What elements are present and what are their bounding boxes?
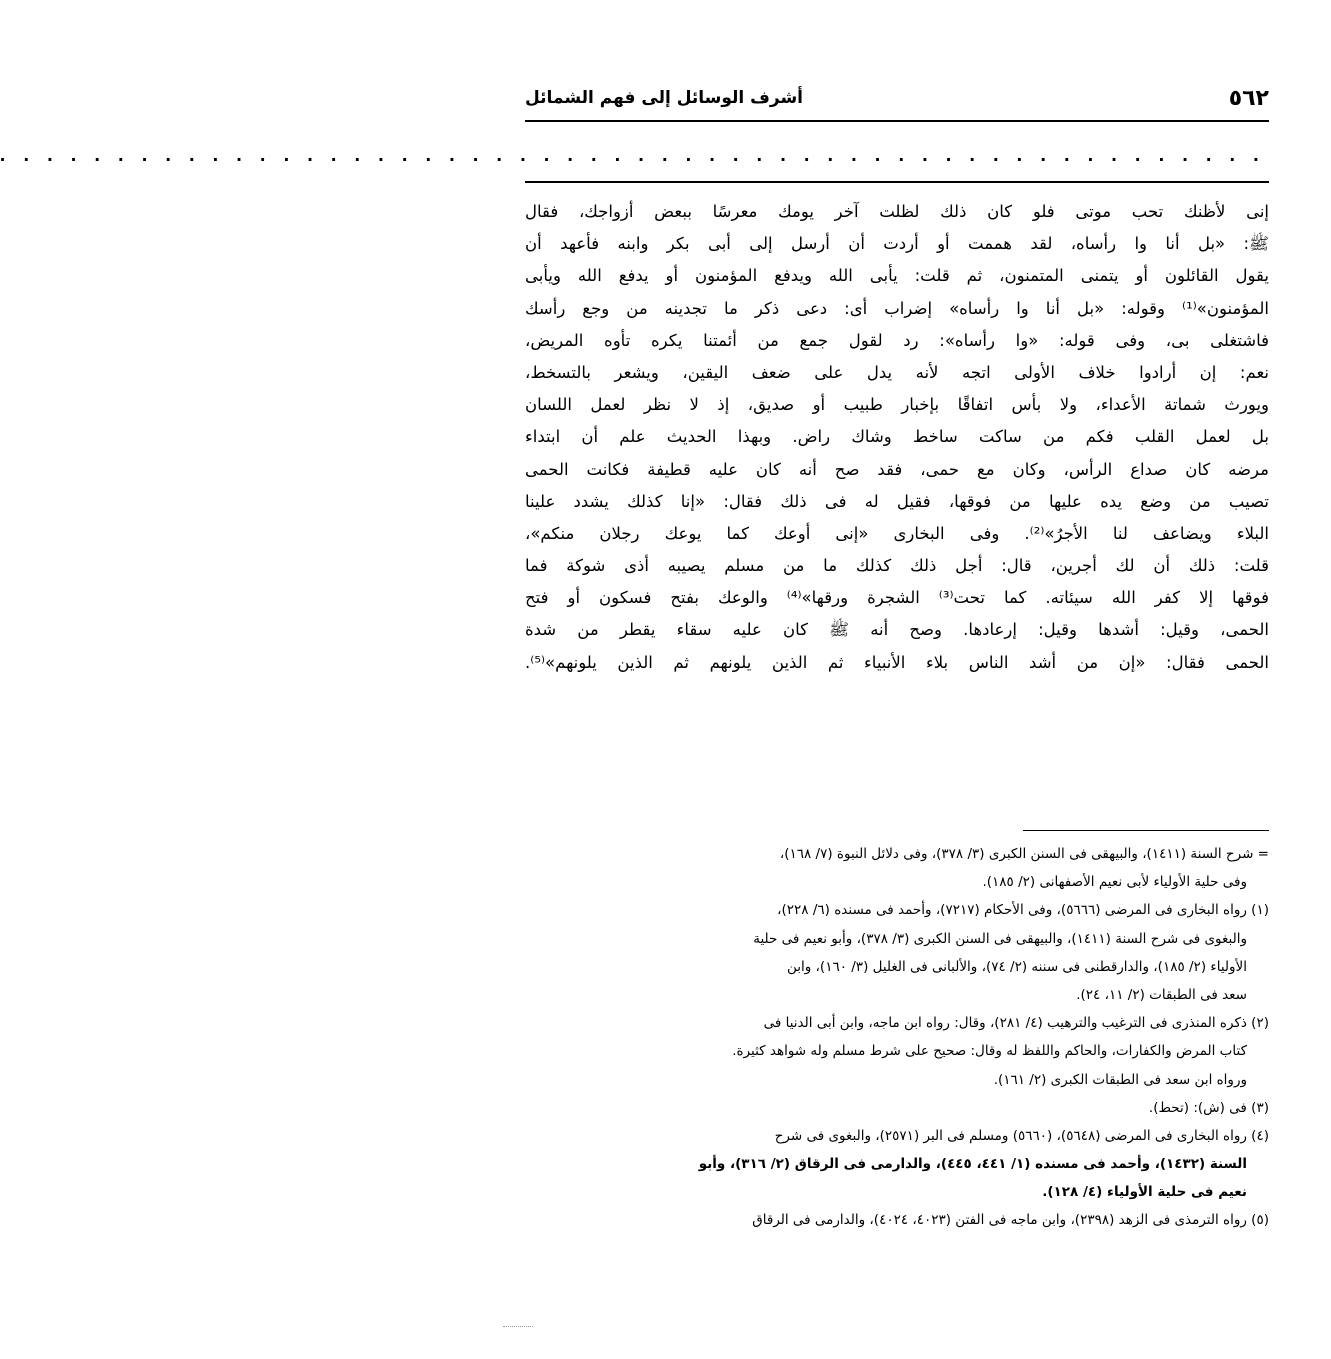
footnote-5 [525,1206,1269,1234]
ornament-rule [525,181,1269,183]
footnote-line: السنة (١٤٣٢)، وأحمد فى مسنده (١/ ٤٤١، ٤٤٥)، والدارمى فى الرقاق (٢/ ٣١٦)، وأبو [698,1156,1247,1173]
footnote-4 [525,1122,1269,1207]
text-line: الحمى فقال: «إن من أشد الناس بلاء الأنبياء ثم الذين يلونهم ثم الذين يلونهم»⁽⁵⁾. [525,652,1269,672]
text-line: يقول القائلون أو يتمنى المتمنون، ثم قلت: يأبى الله ويدفع المؤمنون أو يدفع الله ويأبى [525,266,1269,286]
ornament-dots: . . . . . . . . . . . . . . . . . . . . . . . . . . . . . . . . . . . . . . . . . . . . . . . . . . . . . . [0,146,1265,165]
text-line: ﷺ: «بل أنا وا رأساه، لقد هممت أو أردت أن أرسل إلى أبى بكر وابنه فأعهد أن [525,234,1269,254]
footnote-continued [525,840,1269,896]
footnote-line: وفى حلية الأولياء لأبى نعيم الأصفهانى (٢/ ١٨٥). [982,874,1247,891]
footnote-3 [525,1094,1269,1122]
scan-mark [503,1326,533,1328]
footnote-line: = شرح السنة (١٤١١)، والبيهقى فى السنن الكبرى (٣/ ٣٧٨)، وفى دلائل النبوة (٧/ ١٦٨)، [779,846,1269,862]
text-line: نعم: إن أرادوا خلاف الأولى اتجه لأنه يدل على ضعف اليقين، ويشعر بالتسخط، [525,362,1269,382]
page-number: ٥٦٢ [1228,85,1269,111]
text-line: إنى لأظنك تحب موتى فلو كان ذلك لظلت آخر يومك معرسًا ببعض أزواجك، فقال [525,202,1269,221]
footnote-line: كتاب المرض والكفارات، والحاكم واللفظ له وقال: صحيح على شرط مسلم وله شواهد كثيرة. [732,1043,1247,1060]
footnote-separator [1023,830,1269,831]
footnote-2 [525,1009,1269,1094]
footnote-line: سعد فى الطبقات (٢/ ١١، ٢٤). [1076,986,1247,1003]
footnote-line: (١) رواه البخارى فى المرضى (٥٦٦٦)، وفى الأحكام (٧٢١٧)، وأحمد فى مسنده (٦/ ٢٢٨)، [777,902,1269,919]
footnotes [525,840,1269,1235]
footnote-line: والبغوى فى شرح السنة (١٤١١)، والبيهقى فى السنن الكبرى (٣/ ٣٧٨)، وأبو نعيم فى حلية [753,930,1247,947]
footnote-line: نعيم فى حلية الأولياء (٤/ ١٢٨). [1042,1184,1247,1201]
text-line: ويورث شماتة الأعداء، ولا بأس اتفاقًا بإخبار طبيب أو صديق، إذ لا نظر لعمل اللسان [525,395,1269,415]
text-line: فاشتغلى بى، وفى قوله: «وا رأساه»: رد لقول جمع من أئمتنا يكره تأوه المريض، [525,330,1269,350]
footnote-line: ورواه ابن سعد فى الطبقات الكبرى (٢/ ١٦١). [993,1071,1247,1088]
footnote-line: (٢) ذكره المنذرى فى الترغيب والترهيب (٤/ ٢٨١)، وقال: رواه ابن ماجه، وابن أبى الدنيا فى [763,1015,1269,1032]
text-line: فوقها إلا كفر الله سيئاته. كما تحت⁽³⁾ الشجرة ورقها»⁽⁴⁾ والوعك بفتح فسكون أو فتح [525,588,1269,608]
text-line: قلت: ذلك أن لك أجرين، قال: أجل ذلك كذلك ما من مسلم يصيبه أذى شوكة فما [525,556,1269,576]
footnote-1 [525,896,1269,1009]
text-line: الحمى، وقيل: أشدها وقيل: إرعادها. وصح أنه ﷺ كان عليه سقاء يقطر من شدة [525,620,1269,640]
main-text [525,196,1269,679]
footnote-line: (٤) رواه البخارى فى المرضى (٥٦٤٨)، (٥٦٦٠) ومسلم فى البر (٢٥٧١)، والبغوى فى شرح [774,1127,1269,1144]
book-title: أشرف الوسائل إلى فهم الشمائل [525,88,804,108]
text-line: البلاء ويضاعف لنا الأجرُ»⁽²⁾. وفى البخارى «إنى أوعك كما يوعك رجلان منكم»، [525,523,1270,543]
text-line: المؤمنون»⁽¹⁾ وقوله: «بل أنا وا رأساه» إضراب أى: دعى ذكر ما تجدينه من وجع رأسك [525,298,1269,318]
page-header [525,78,1269,118]
footnote-line: (٥) رواه الترمذى فى الزهد (٢٣٩٨)، وابن ماجه فى الفتن (٤٠٢٣، ٤٠٢٤)، والدارمى فى الرقاق [752,1212,1269,1229]
footnote-line: الأولياء (٢/ ١٨٥)، والدارقطنى فى سننه (٢/ ٧٤)، والألبانى فى الغليل (٣/ ١٦٠)، وابن [786,958,1247,975]
text-line: بل لعمل القلب فكم من ساكت ساخط وشاك راض. وبهذا الحديث علم أن ابتداء [525,427,1269,447]
footnote-line: (٣) فى (ش): (تحط). [1148,1099,1269,1116]
header-rule [525,120,1269,122]
text-line: مرضه كان صداع الرأس، وكان مع حمى، فقد صح أنه كان عليه قطيفة فكانت الحمى [525,459,1269,479]
text-line: تصيب من وضع يده عليها من فوقها، فقيل له فى ذلك فقال: «إنا كذلك يشدد علينا [525,491,1269,511]
